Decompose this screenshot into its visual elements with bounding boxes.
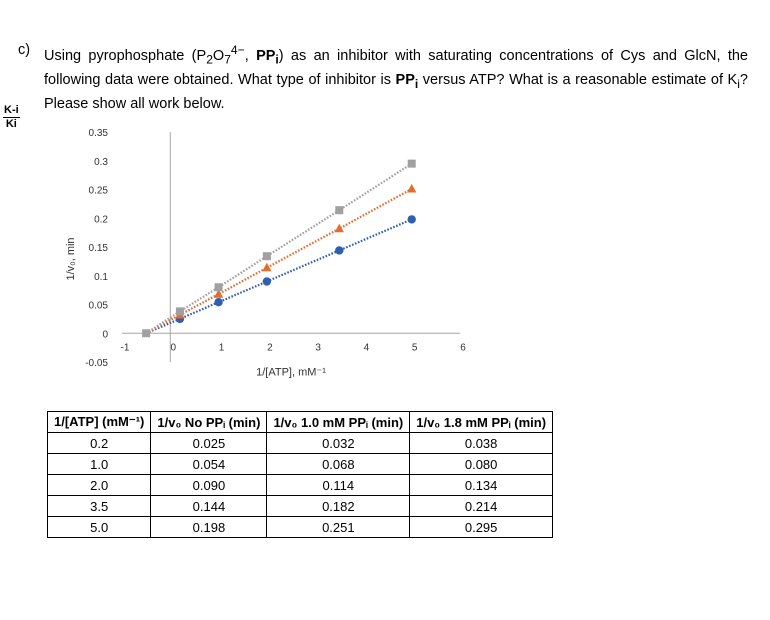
series-line-1 bbox=[146, 189, 412, 333]
table-cell: 0.090 bbox=[151, 475, 267, 496]
table-cell: 0.068 bbox=[267, 454, 410, 475]
y-tick-label: 0.2 bbox=[94, 214, 108, 226]
margin-note-denominator: Ki bbox=[5, 118, 17, 130]
x-tick-label: 0 bbox=[170, 342, 177, 354]
table-cell: 0.214 bbox=[410, 496, 553, 517]
data-point-circle bbox=[263, 277, 271, 285]
table-cell: 5.0 bbox=[48, 517, 151, 538]
table-cell: 0.251 bbox=[267, 517, 410, 538]
y-tick-label: 0 bbox=[102, 329, 108, 341]
data-point-circle bbox=[214, 298, 222, 306]
table-header-0: 1/[ATP] (mM⁻¹) bbox=[48, 412, 151, 433]
y-tick-label: 0.3 bbox=[94, 156, 108, 168]
table-header-1: 1/v₀ No PPᵢ (min) bbox=[151, 412, 267, 433]
table-cell: 0.025 bbox=[151, 433, 267, 454]
data-point-circle bbox=[408, 215, 416, 223]
y-tick-label: 0.1 bbox=[94, 271, 108, 283]
y-tick-label: 0.25 bbox=[88, 185, 108, 197]
table-cell: 0.198 bbox=[151, 517, 267, 538]
data-point-square bbox=[176, 307, 184, 315]
table-cell: 0.2 bbox=[48, 433, 151, 454]
table-cell: 0.080 bbox=[410, 454, 553, 475]
table-row bbox=[48, 496, 553, 517]
x-intercept-marker bbox=[142, 329, 150, 337]
table-cell: 0.054 bbox=[151, 454, 267, 475]
table-cell: 0.295 bbox=[410, 517, 553, 538]
table-body bbox=[48, 433, 553, 538]
table-row bbox=[48, 475, 553, 496]
table-cell: 1.0 bbox=[48, 454, 151, 475]
x-tick-label: 4 bbox=[363, 342, 370, 354]
data-table bbox=[47, 411, 553, 538]
table-header-3: 1/v₀ 1.8 mM PPᵢ (min) bbox=[410, 412, 553, 433]
table-cell: 0.182 bbox=[267, 496, 410, 517]
series-line-0 bbox=[146, 219, 412, 333]
lineweaver-burk-chart bbox=[0, 115, 520, 380]
table-cell: 0.032 bbox=[267, 433, 410, 454]
table-header-row bbox=[48, 412, 553, 433]
y-tick-label: -0.05 bbox=[85, 358, 108, 369]
data-point-square bbox=[408, 160, 416, 168]
x-tick-label: 6 bbox=[460, 342, 466, 354]
data-point-square bbox=[215, 283, 223, 291]
y-tick-label: 0.15 bbox=[88, 243, 108, 254]
table-cell: 0.114 bbox=[267, 475, 410, 496]
x-tick-label: -1 bbox=[120, 342, 130, 354]
table-cell: 0.134 bbox=[410, 475, 553, 496]
table-row bbox=[48, 517, 553, 538]
x-tick-label: 5 bbox=[411, 342, 418, 354]
x-tick-label: 2 bbox=[267, 342, 273, 354]
y-tick-label: 0.35 bbox=[88, 128, 108, 139]
x-tick-label: 1 bbox=[218, 342, 225, 354]
data-point-square bbox=[263, 252, 271, 260]
x-tick-label: 3 bbox=[315, 342, 321, 354]
table-row bbox=[48, 433, 553, 454]
y-tick-label: 0.05 bbox=[88, 300, 108, 312]
data-point-triangle bbox=[262, 263, 271, 272]
table-cell: 3.5 bbox=[48, 496, 151, 517]
margin-note-numerator: K-i bbox=[4, 104, 19, 116]
question-label: c) bbox=[18, 42, 31, 58]
table-cell: 0.144 bbox=[151, 496, 267, 517]
data-point-square bbox=[335, 206, 343, 214]
question-text: Using pyrophosphate ($P_2O_7^{4-}$, $PP_i$) as an inhibitor with saturating concentrations of Cys and GlcN, the following data were obtained. What type of inhibitor is $PP_i$ versus ATP? What is a reasonable estimate of $K_i$? Please show all work below. bbox=[44, 43, 748, 112]
table-header-2: 1/v₀ 1.0 mM PPᵢ (min) bbox=[267, 412, 410, 433]
question-block bbox=[18, 40, 748, 114]
table-cell: 2.0 bbox=[48, 475, 151, 496]
data-point-circle bbox=[335, 246, 343, 254]
table-row bbox=[48, 454, 553, 475]
x-axis-title: 1/[ATP], mM⁻¹ bbox=[256, 366, 326, 379]
table-cell: 0.038 bbox=[410, 433, 553, 454]
series-line-2 bbox=[146, 164, 412, 334]
y-axis-title: 1/v₀, min bbox=[65, 237, 77, 281]
data-point-triangle bbox=[335, 224, 344, 233]
data-point-triangle bbox=[407, 184, 416, 193]
chart-series bbox=[142, 160, 416, 338]
